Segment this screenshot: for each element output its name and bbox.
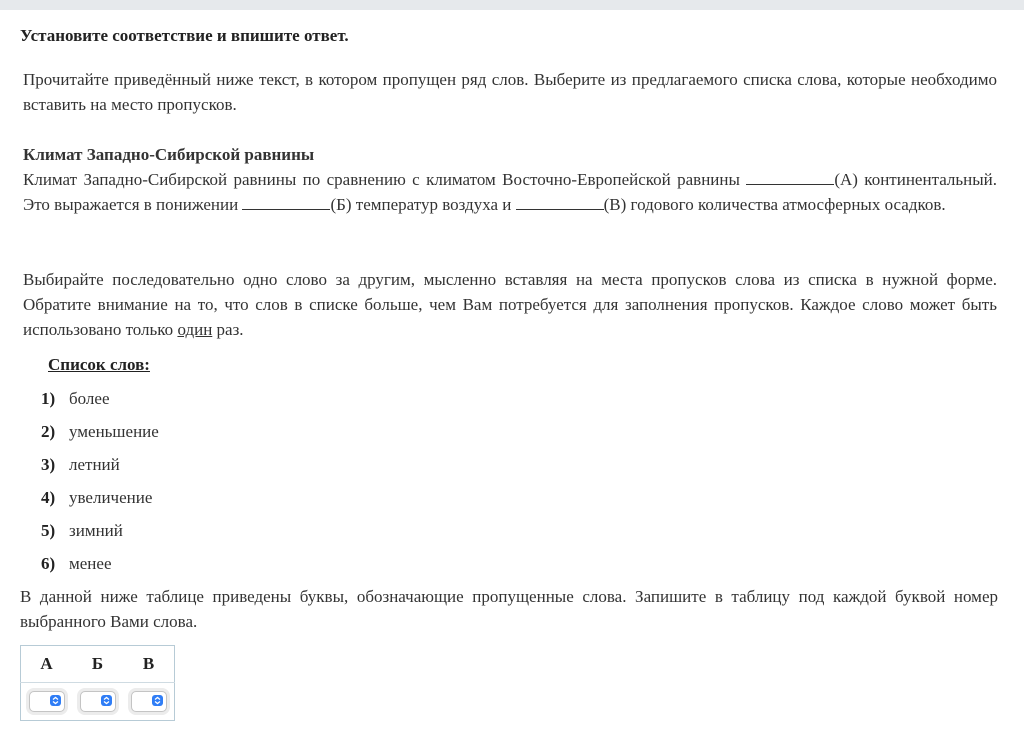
list-item-number: 2) <box>41 422 56 441</box>
list-item-word: зимний <box>69 521 123 540</box>
table-instruction: В данной ниже таблице приведены буквы, обозначающие пропущенные слова. Запишите в таблицу под каждой буквой номер выбранного Вами слова. <box>20 587 998 631</box>
passage-part-2: континентальный. Это выражается в понижении <box>23 170 997 214</box>
list-item <box>41 551 159 584</box>
blank-c-label: (В) <box>603 195 627 214</box>
passage-part-3: температур воздуха и <box>351 195 516 214</box>
list-item <box>41 386 159 419</box>
instructions-part-2: раз. <box>212 320 244 339</box>
answer-header-a: А <box>21 646 73 683</box>
passage-heading: Климат Западно-Сибирской равнины <box>23 145 315 164</box>
blank-b <box>242 194 330 210</box>
answer-table <box>20 645 175 721</box>
blank-a-label: (А) <box>834 170 858 189</box>
chevron-updown-icon <box>152 695 163 706</box>
instructions-underlined: один <box>177 320 213 339</box>
list-item-number: 6) <box>41 554 56 573</box>
answer-cell-b <box>72 683 123 721</box>
word-list <box>41 386 159 584</box>
list-item <box>41 419 159 452</box>
task-title: Установите соответствие и впишите ответ. <box>20 26 349 45</box>
passage-part-4: годового количества атмосферных осадков. <box>626 195 946 214</box>
answer-select-a[interactable] <box>29 691 65 712</box>
list-item-word: увеличение <box>69 488 153 507</box>
instructions-part-1: Выбирайте последовательно одно слово за другим, мысленно вставляя на места пропусков слова из списка в нужной форме. Обратите внимание на то, что слов в списке больше, чем Вам потребуется для заполнения пропусков. Каждое слово может быть использовано только <box>23 270 997 339</box>
list-item-number: 4) <box>41 488 56 507</box>
answer-select-b[interactable] <box>80 691 116 712</box>
word-list-title: Список слов: <box>48 355 150 374</box>
chevron-updown-icon <box>50 695 61 706</box>
list-item-word: уменьшение <box>69 422 159 441</box>
blank-b-label: (Б) <box>330 195 352 214</box>
list-item-word: более <box>69 389 110 408</box>
list-item-word: менее <box>69 554 112 573</box>
passage-part-1: Климат Западно-Сибирской равнины по сравнению с климатом Восточно-Европейской равнины <box>23 170 747 189</box>
list-item <box>41 452 159 485</box>
list-item-number: 5) <box>41 521 56 540</box>
answer-header-c: В <box>123 646 175 683</box>
answer-cell-c <box>123 683 175 721</box>
answer-header-b: Б <box>72 646 123 683</box>
list-item <box>41 485 159 518</box>
instructions-text <box>23 267 997 342</box>
blank-c <box>516 194 604 210</box>
list-item <box>41 518 159 551</box>
chevron-updown-icon <box>101 695 112 706</box>
blank-a <box>746 169 834 185</box>
passage-text <box>23 167 997 217</box>
intro-text: Прочитайте приведённый ниже текст, в котором пропущен ряд слов. Выберите из предлагаемого списка слова, которые необходимо вставить на место пропусков. <box>23 70 997 114</box>
list-item-number: 1) <box>41 389 56 408</box>
list-item-number: 3) <box>41 455 56 474</box>
list-item-word: летний <box>69 455 120 474</box>
top-bar <box>0 0 1024 10</box>
answer-cell-a <box>21 683 73 721</box>
answer-select-c[interactable] <box>131 691 167 712</box>
